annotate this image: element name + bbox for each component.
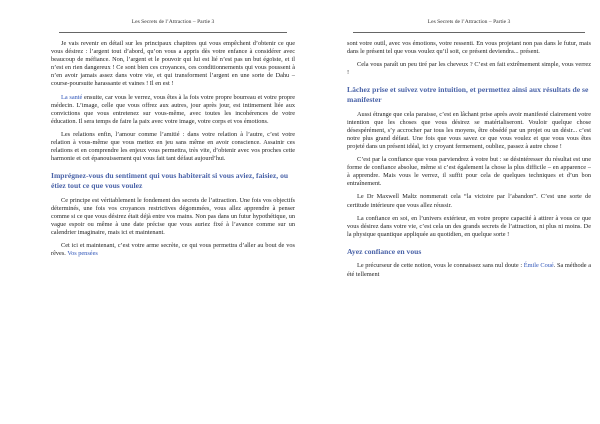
right-page <box>347 0 591 424</box>
paragraph-self-confidence: La confiance en soi, en l’univers extérieur, en votre propre capacité à attirer à vous ce que vous désirez dans votre vie, c’est cela un des grands secrets de l’attraction, ni plus ni moins. De la physique quantique appliquée au quotidien, en quelque sorte ! <box>347 214 591 238</box>
header-rule-right <box>353 32 585 33</box>
left-page <box>51 0 295 424</box>
header-rule-left <box>59 32 287 33</box>
paragraph-maltz: Le Dr Maxwell Maltz nommerait cela “la victoire par l’abandon”. C’est une sorte de certitude intérieure que vous allez réussir. <box>347 193 591 209</box>
thoughts-link[interactable]: Vos pensées <box>67 250 98 258</box>
paragraph-continuation: sont votre outil, avec vos émotions, votre ressenti. En vous projetant non pas dans le futur, mais dans le présent tel que vous voulez qu’il soit, ce présent deviendra... présent. <box>347 40 591 56</box>
paragraph-trust: C’est par la confiance que vous parviendrez à votre but : se désintéresser du résultat est une forme de confiance absolue, même si c’est également la chose la plus difficile – en apparence – à apprendre. Mais vous le verrez, il suffit pour cela de quelques techniques et d’un bon entraînement. <box>347 156 591 188</box>
paragraph-relations: Les relations enfin, l’amour comme l’amitié : dans votre relation à l’autre, c’est votre relation à vous-même que vous mettez en jeu sans même en avoir conscience. Assainir ces relations et en comprendre les enjeux vous permettra, très vite, d’obtenir avec vos proches cette harmonie et cet épanouissement qui vous fait tant défaut aujourd’hui. <box>51 130 295 163</box>
paragraph-here-now <box>51 242 295 258</box>
paragraph-coue-rest: . Sa méthode a été tellement <box>347 262 591 278</box>
running-head-left: Les Secrets de l’Attraction – Partie 3 <box>131 19 215 25</box>
coue-link[interactable]: Émile Coué <box>523 262 554 270</box>
section-heading-feeling: Imprégnez-vous du sentiment qui vous habiterait si vous aviez, faisiez, ou étiez tout ce que vous voulez <box>51 171 289 190</box>
paragraph-money: Je vais revenir en détail sur les principaux chapitres qui vous empêchent d’obtenir ce que vous désirez : l’argent tout d’abord, qu’on vous a appris dès votre enfance à considérer avec beaucoup de méfiance. Non, l’argent et le pouvoir qui lui est lié n’est pas un but égoïste, et il n’est en rien dangereux ! Ce sont bien ces croyances, ces conditionnements qui vous poussent à n’en avoir jamais assez dans votre vie, et qui transforment l’argent en une sorte de Dahu – course-poursuite harassante et vaines ! Il en est ! <box>51 40 295 88</box>
paragraph-health <box>51 94 295 126</box>
paragraph-health-text: ensuite, car vous le verrez, vous êtes à la fois votre propre bourreau et votre propre médecin. L’image, celle que vous offrez aux autres, jour après jour, est intimement liée aux convictions que vous entretenez sur vous-même, avec toutes les incohérences de votre éducation. Il sera temps de faire la paix avec votre image, votre corps et vos émotions. <box>51 93 295 125</box>
paragraph-principle: Ce principe est véritablement le fondement des secrets de l’attraction. Une fois vos objectifs déterminés, une fois vos croyances restrictives dégommées, vous allez apprendre à penser comme si ce que vous désirez était déjà entre vos mains. Non pas dans un futur hypothétique, un vague espoir ou même à une date précise que vous auriez fixé à l’avance comme sur un calendrier imaginaire, mais ici et maintenant. <box>51 196 295 236</box>
paragraph-let-go: Aussi étrange que cela paraisse, c’est en lâchant prise après avoir manifesté clairement votre intention que les choses que vous désirez se matérialiseront. Vouloir quelque chose désespérément, s’y accrocher par tous les moyens, être obsédé par un projet ou un désir... c’est notre plus grand défaut. Une fois que vous savez ce que vous voulez et que vous vous êtes projeté dans un présent idéal, ici y croyant fermement, oubliez, passez à autre chose ! <box>347 110 591 150</box>
section-heading-confidence: Ayez confiance en vous <box>347 246 422 256</box>
paragraph-here-now-text: Cet ici et maintenant, c’est votre arme secrète, ce qui vous permettra d’aller au bout de vos rêves. <box>51 241 295 258</box>
paragraph-coue-text: Le précurseur de cette notion, vous le connaissez sans nul doute : <box>357 262 524 270</box>
paragraph-coue <box>347 262 591 278</box>
running-head-right: Les Secrets de l’Attraction – Partie 3 <box>427 19 511 25</box>
section-heading-let-go: Lâchez prise et suivez votre intuition, et permettez ainsi aux résultats de se manifester <box>347 85 589 104</box>
health-link[interactable]: La santé <box>61 93 83 101</box>
paragraph-simple: Cela vous paraît un peu tiré par les cheveux ? C’est en fait extrêmement simple, vous verrez ! <box>347 61 591 77</box>
